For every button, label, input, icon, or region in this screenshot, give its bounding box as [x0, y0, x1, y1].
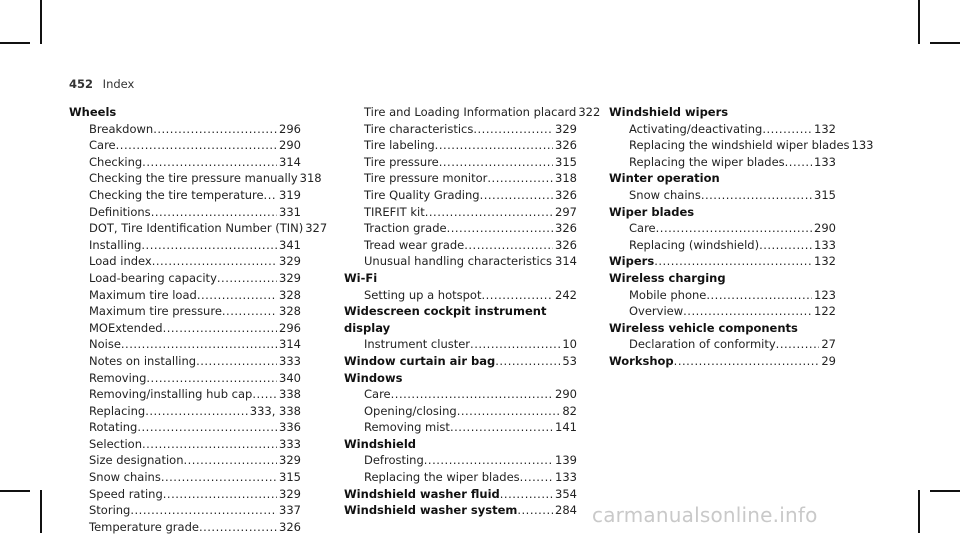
entry-label: Breakdown	[89, 121, 154, 136]
page-reference[interactable]: 314	[555, 254, 577, 269]
entry-label: Windshield washer system	[344, 503, 518, 518]
index-heading: Windows	[344, 370, 403, 385]
page-reference[interactable]: 326	[555, 187, 577, 202]
page-reference[interactable]: 132	[814, 121, 836, 136]
entry-label: Unusual handling characteristics	[364, 254, 553, 269]
entry-label: Overview	[629, 304, 684, 319]
dot-leader	[153, 121, 277, 138]
entry-label: Replacing the wiper blades	[364, 470, 520, 485]
entry-label: Tire and Loading Information placard	[364, 105, 577, 119]
entry-label: Removing/installing hub cap	[89, 387, 253, 402]
entry-label: Instrument cluster	[364, 337, 471, 352]
dot-leader	[163, 320, 277, 337]
index-subentry[interactable]	[69, 419, 301, 436]
dot-leader	[439, 154, 553, 171]
index-subentry[interactable]	[344, 187, 577, 204]
entry-label: Traction grade	[364, 221, 447, 236]
index-subentry[interactable]	[609, 121, 836, 138]
entry-label: Replacing (windshield)	[629, 237, 760, 252]
page-reference[interactable]: 284	[555, 503, 577, 518]
page-reference[interactable]: 133	[555, 470, 577, 485]
entry-label: Tread wear grade	[364, 237, 465, 252]
index-subentry[interactable]	[344, 237, 577, 254]
index-heading: Windshield wipers	[609, 105, 729, 119]
page-reference[interactable]: 340	[279, 370, 301, 385]
page-reference[interactable]: 133	[814, 237, 836, 252]
page-reference[interactable]: 329	[279, 270, 301, 285]
entry-label: Tire characteristics	[364, 121, 474, 136]
entry-label: Speed rating	[89, 486, 163, 501]
index-column-3	[609, 104, 874, 370]
page-reference[interactable]: 296	[279, 320, 301, 335]
index-subentry[interactable]	[344, 137, 577, 154]
entry-label: Replacing	[89, 403, 146, 418]
index-heading: Widescreen cockpit instrument display	[344, 304, 547, 335]
watermark: carmanualsonline.info	[592, 503, 818, 527]
page-reference[interactable]: 333	[279, 353, 301, 368]
index-heading: Wheels	[69, 105, 117, 119]
page-reference[interactable]: 318	[555, 171, 577, 186]
index-subentry[interactable]	[344, 170, 577, 187]
page-number: 452	[69, 77, 94, 91]
dot-leader	[116, 137, 277, 154]
entry-label: MOExtended	[89, 320, 163, 335]
page-reference[interactable]: 314	[279, 154, 301, 169]
entry-label: Maximum tire pressure	[89, 304, 222, 319]
entry-label: Tire pressure monitor	[364, 171, 488, 186]
entry-label: Setting up a hotspot	[364, 287, 482, 302]
dot-leader	[470, 336, 560, 353]
page-reference[interactable]: 333, 338	[249, 403, 301, 418]
dot-leader	[163, 486, 277, 503]
index-subentry[interactable]	[344, 386, 577, 403]
entry-label: Tire labeling	[364, 138, 435, 153]
page-reference[interactable]: 328	[279, 304, 301, 319]
entry-label: Storing	[89, 503, 131, 518]
index-subentry[interactable]	[344, 469, 577, 486]
index-subentry[interactable]	[69, 270, 301, 287]
index-heading: Winter operation	[609, 171, 720, 186]
index-subentry[interactable]	[69, 486, 301, 503]
crop-mark	[930, 42, 960, 44]
dot-leader	[146, 370, 277, 387]
index-heading: Wireless charging	[609, 270, 726, 285]
index-subentry[interactable]	[344, 154, 577, 171]
crop-mark	[40, 490, 42, 533]
dot-leader	[464, 237, 553, 254]
crop-mark	[0, 42, 30, 44]
dot-leader	[161, 469, 277, 486]
dot-leader	[762, 121, 812, 138]
page-reference[interactable]: 27	[821, 337, 836, 352]
index-subentry[interactable]	[69, 137, 301, 154]
entry-label: Definitions	[89, 204, 151, 219]
page-reference[interactable]: 336	[279, 420, 301, 435]
index-subentry[interactable]	[69, 436, 301, 453]
dot-leader	[391, 386, 553, 403]
index-entry[interactable]	[344, 486, 577, 503]
crop-mark	[930, 490, 960, 492]
index-subentry[interactable]	[69, 237, 301, 254]
dot-leader	[252, 386, 277, 403]
index-subentry[interactable]	[69, 469, 301, 486]
entry-label: Selection	[89, 436, 142, 451]
dot-leader	[520, 469, 553, 486]
index-subentry[interactable]	[69, 370, 301, 387]
crop-mark	[40, 0, 42, 44]
entry-label: TIREFIT kit	[364, 204, 425, 219]
page-reference[interactable]: 333	[279, 436, 301, 451]
entry-label: Notes on installing	[89, 353, 197, 368]
entry-label: Care	[89, 138, 116, 153]
index-subentry[interactable]	[69, 253, 301, 270]
index-subentry[interactable]	[69, 353, 301, 370]
dot-leader	[196, 353, 277, 370]
dot-leader	[142, 154, 277, 171]
dot-leader	[480, 187, 553, 204]
page-reference[interactable]: 329	[279, 486, 301, 501]
page-reference[interactable]: 315	[555, 154, 577, 169]
index-column-1	[69, 104, 328, 535]
index-entry[interactable]	[609, 353, 836, 370]
index-subentry[interactable]	[344, 121, 577, 138]
dot-leader	[481, 287, 553, 304]
page-reference[interactable]: 122	[814, 304, 836, 319]
entry-label: Care	[629, 221, 656, 236]
entry-label: Installing	[89, 237, 142, 252]
index-subentry[interactable]	[344, 204, 577, 221]
entry-label: Checking the tire temperature	[89, 187, 264, 202]
index-subentry[interactable]	[69, 502, 301, 519]
dot-leader	[495, 353, 560, 370]
index-subentry[interactable]	[69, 386, 301, 403]
dot-leader	[142, 436, 277, 453]
dot-leader	[152, 253, 277, 270]
dot-leader	[473, 121, 553, 138]
page-reference[interactable]: 329	[555, 121, 577, 136]
crop-mark	[918, 0, 920, 44]
dot-leader	[130, 502, 277, 519]
index-subentry[interactable]	[69, 320, 301, 337]
entry-label: Checking the tire pressure manually	[89, 171, 298, 186]
page-reference[interactable]: 82	[562, 403, 577, 418]
index-subentry[interactable]	[609, 187, 836, 204]
page-reference[interactable]: 290	[555, 387, 577, 402]
page-title: Index	[102, 77, 135, 91]
page-reference[interactable]: 338	[279, 387, 301, 402]
page-reference[interactable]: 318	[299, 171, 322, 186]
page-reference[interactable]: 337	[279, 503, 301, 518]
page-reference[interactable]: 326	[555, 221, 577, 236]
index-subentry[interactable]	[69, 287, 301, 304]
entry-label: Declaration of conformity	[629, 337, 776, 352]
index-subentry[interactable]	[69, 121, 301, 138]
index-column-2	[344, 104, 601, 519]
page-reference[interactable]: 290	[279, 138, 301, 153]
dot-leader	[759, 237, 812, 254]
index-subentry[interactable]	[344, 419, 577, 436]
index-subentry[interactable]	[69, 154, 301, 171]
page-reference[interactable]: 354	[555, 486, 577, 501]
index-subentry[interactable]	[344, 220, 577, 237]
dot-leader	[151, 204, 277, 221]
index-subentry[interactable]	[69, 204, 301, 221]
index-subentry[interactable]	[609, 154, 836, 171]
dot-leader	[137, 419, 277, 436]
index-subentry[interactable]	[69, 336, 301, 353]
index-subentry[interactable]	[344, 403, 577, 420]
dot-leader	[447, 220, 553, 237]
dot-leader	[184, 452, 278, 469]
entry-label: Workshop	[609, 353, 674, 368]
page-reference[interactable]: 141	[555, 420, 577, 435]
index-heading: Wi-Fi	[344, 270, 378, 285]
page-reference[interactable]: 328	[279, 287, 301, 302]
index-subentry[interactable]	[609, 220, 836, 237]
page-reference[interactable]: 139	[555, 453, 577, 468]
entry-label: Checking	[89, 154, 143, 169]
page-reference[interactable]: 322	[578, 105, 601, 119]
entry-label: Window curtain air bag	[344, 353, 496, 368]
index-subentry[interactable]	[69, 303, 301, 320]
index-subentry[interactable]	[609, 303, 836, 320]
dot-leader	[121, 336, 277, 353]
dot-leader	[785, 154, 812, 171]
entry-label: Opening/closing	[364, 403, 457, 418]
page-reference[interactable]: 327	[305, 221, 328, 236]
entry-label: Load-bearing capacity	[89, 270, 217, 285]
entry-label: Maximum tire load	[89, 287, 197, 302]
index-subentry[interactable]	[609, 237, 836, 254]
dot-leader	[197, 287, 277, 304]
page-reference[interactable]: 53	[562, 353, 577, 368]
entry-label: Defrosting	[364, 453, 424, 468]
dot-leader	[701, 187, 812, 204]
dot-leader	[425, 204, 553, 221]
entry-label: Tire Quality Grading	[364, 187, 480, 202]
index-entry[interactable]	[344, 353, 577, 370]
index-heading: Wiper blades	[609, 204, 695, 219]
entry-label: Tire pressure	[364, 154, 439, 169]
index-subentry[interactable]	[69, 452, 301, 469]
entry-label: Removing mist	[364, 420, 450, 435]
page-reference[interactable]: 331	[279, 204, 301, 219]
page-reference[interactable]: 329	[279, 254, 301, 269]
index-subentry[interactable]	[69, 403, 301, 420]
entry-label: Mobile phone	[629, 287, 707, 302]
page-reference[interactable]: 296	[279, 121, 301, 136]
dot-leader	[222, 303, 277, 320]
page-reference[interactable]: 326	[279, 519, 301, 534]
entry-label: Windshield washer fluid	[344, 486, 500, 501]
page-reference[interactable]: 290	[814, 221, 836, 236]
dot-leader	[141, 237, 277, 254]
page-reference[interactable]: 315	[814, 187, 836, 202]
entry-label: Noise	[89, 337, 121, 352]
entry-label: Care	[364, 387, 391, 402]
dot-leader	[435, 137, 553, 154]
crop-mark	[918, 490, 920, 533]
entry-label: Snow chains	[89, 470, 161, 485]
entry-label: Rotating	[89, 420, 138, 435]
dot-leader	[683, 303, 812, 320]
entry-label: Load index	[89, 254, 152, 269]
index-subentry[interactable]	[69, 187, 301, 204]
dot-leader	[457, 403, 561, 420]
page-reference[interactable]: 315	[279, 470, 301, 485]
index-subentry[interactable]	[609, 137, 874, 154]
entry-label: Removing	[89, 370, 147, 385]
page-reference[interactable]: 29	[821, 353, 836, 368]
entry-label: Activating/deactivating	[629, 121, 763, 136]
index-heading: Wireless vehicle components	[609, 320, 798, 335]
index-heading: Windshield	[344, 436, 416, 451]
page-reference[interactable]: 123	[814, 287, 836, 302]
page-reference[interactable]: 326	[555, 138, 577, 153]
index-entry[interactable]	[344, 502, 577, 519]
dot-leader	[517, 502, 553, 519]
dot-leader	[264, 187, 278, 204]
crop-mark	[0, 490, 30, 492]
index-subentry[interactable]	[344, 287, 577, 304]
entry-label: Snow chains	[629, 187, 701, 202]
index-subentry[interactable]	[609, 336, 836, 353]
index-subentry[interactable]	[344, 253, 577, 270]
entry-label: DOT, Tire Identification Number (TIN)	[89, 221, 304, 236]
index-subentry[interactable]	[344, 336, 577, 353]
index-entry[interactable]	[609, 253, 836, 270]
dot-leader	[706, 287, 812, 304]
dot-leader	[656, 220, 812, 237]
index-subentry[interactable]	[344, 452, 577, 469]
page-header	[69, 77, 134, 91]
index-subentry[interactable]	[344, 104, 601, 121]
dot-leader	[776, 336, 820, 353]
dot-leader	[654, 253, 812, 270]
dot-leader	[217, 270, 277, 287]
page-reference[interactable]: 297	[555, 204, 577, 219]
page-reference[interactable]: 319	[279, 187, 301, 202]
dot-leader	[450, 419, 553, 436]
page-reference[interactable]: 133	[814, 154, 836, 169]
entry-label: Replacing the windshield wiper blades	[629, 138, 850, 153]
index-subentry[interactable]	[69, 170, 322, 187]
dot-leader	[500, 486, 553, 503]
page-reference[interactable]: 341	[279, 237, 301, 252]
page-reference[interactable]: 314	[279, 337, 301, 352]
page-reference[interactable]: 133	[851, 138, 874, 153]
entry-label: Wipers	[609, 254, 655, 269]
entry-label: Replacing the wiper blades	[629, 154, 785, 169]
page-reference[interactable]: 329	[279, 453, 301, 468]
dot-leader	[674, 353, 820, 370]
page-reference[interactable]: 10	[562, 337, 577, 352]
dot-leader	[424, 452, 553, 469]
index-subentry[interactable]	[609, 287, 836, 304]
dot-leader	[487, 170, 553, 187]
entry-label: Size designation	[89, 453, 184, 468]
index-subentry[interactable]	[69, 220, 328, 237]
entry-label: Temperature grade	[89, 519, 199, 534]
page-reference[interactable]: 326	[555, 237, 577, 252]
dot-leader	[145, 403, 248, 420]
page-reference[interactable]: 132	[814, 254, 836, 269]
page-reference[interactable]: 242	[555, 287, 577, 302]
